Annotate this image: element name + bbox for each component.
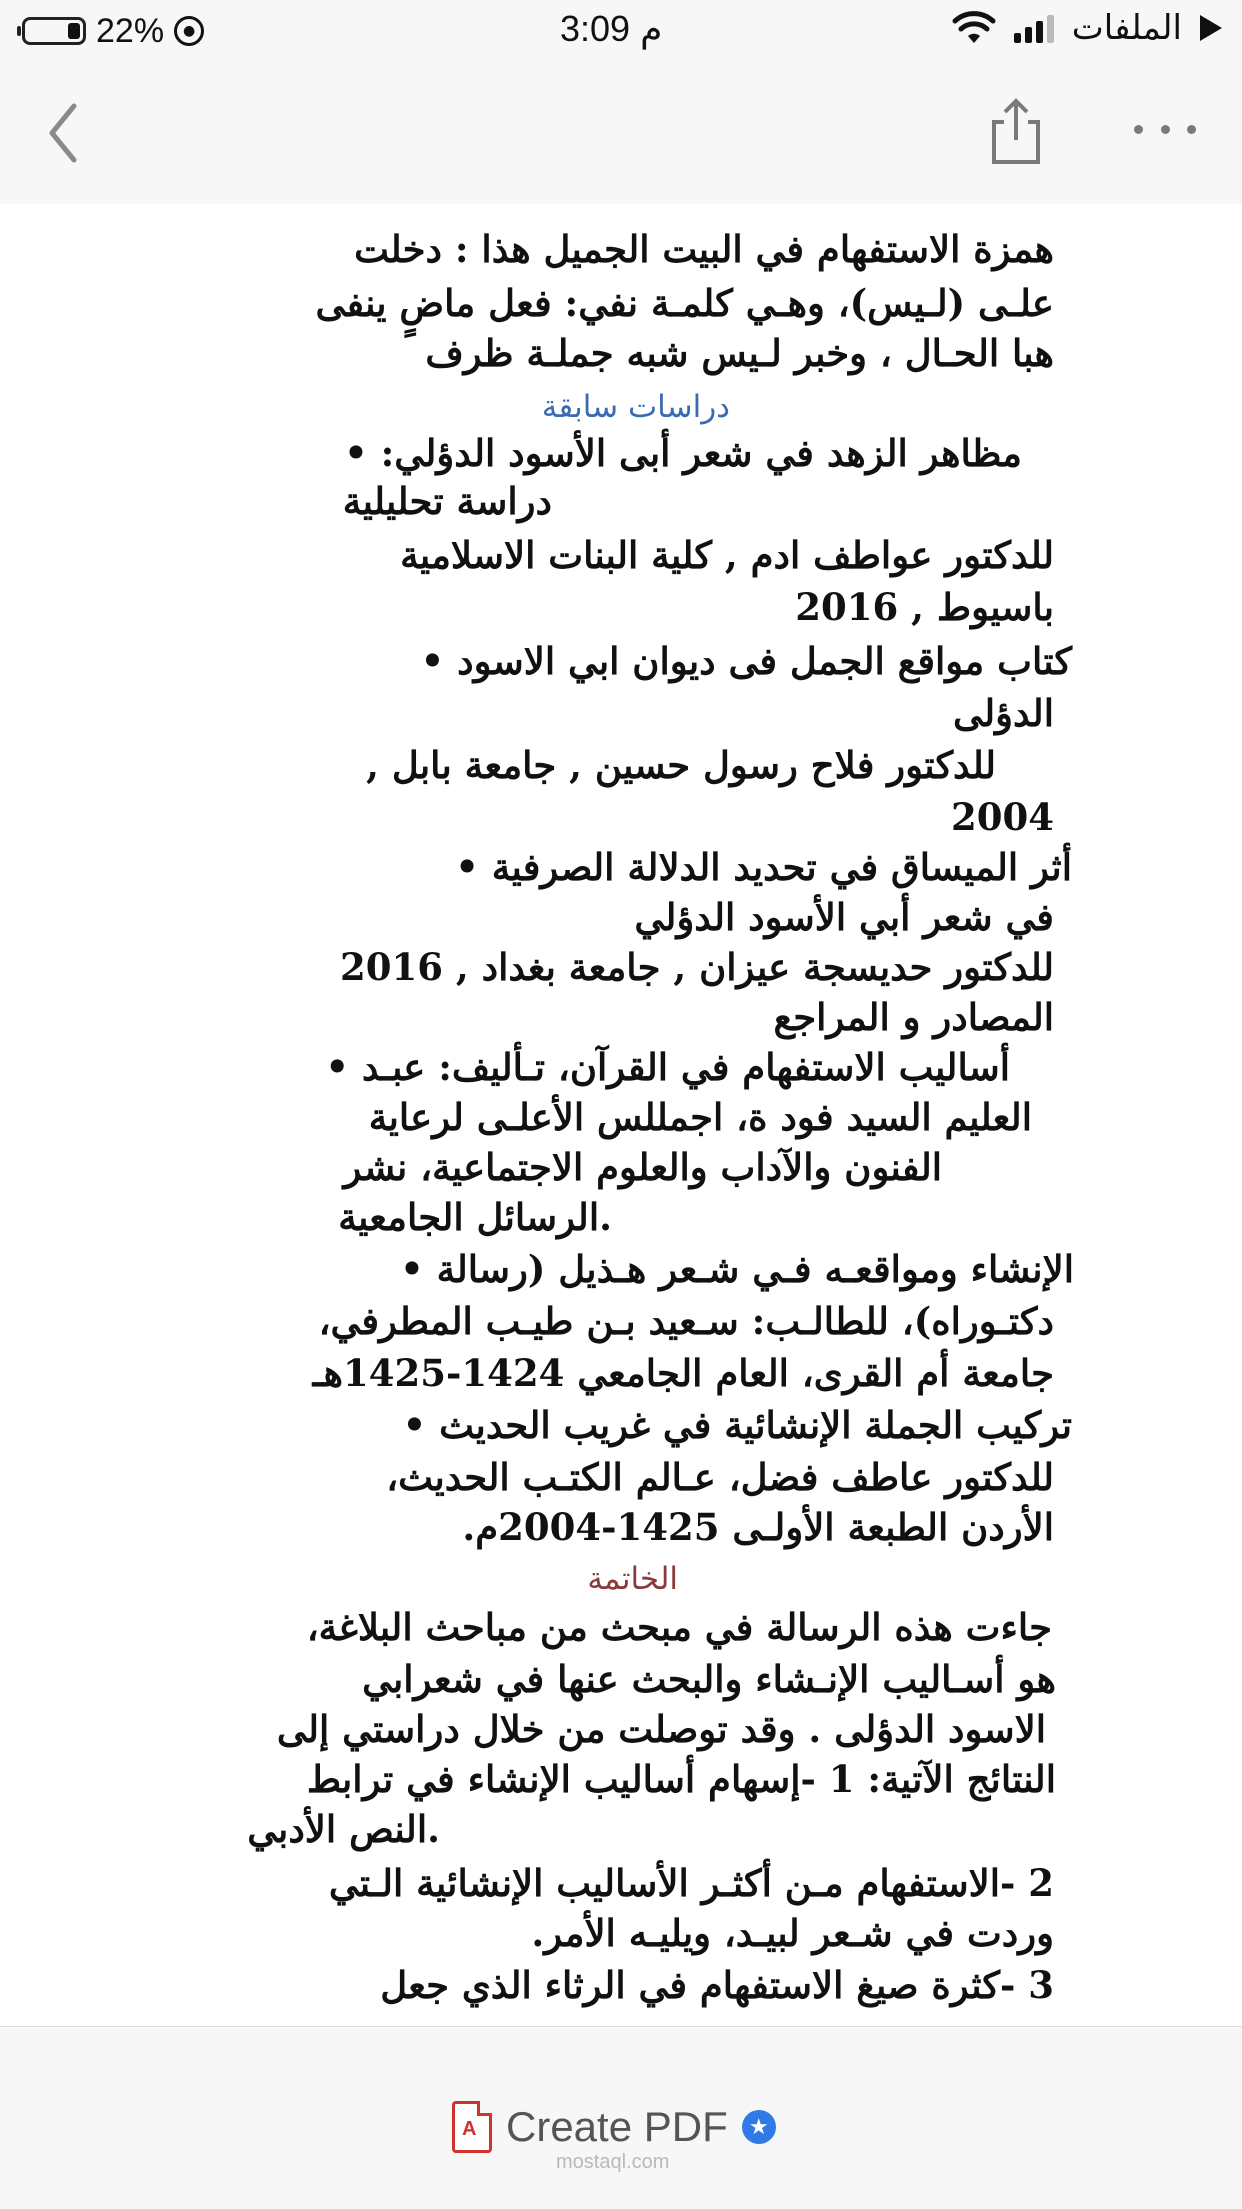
star-badge-icon: ★ xyxy=(742,2110,776,2144)
status-left xyxy=(22,8,204,54)
battery-percent: 22% xyxy=(96,11,165,50)
watermark-text: mostaql.com xyxy=(556,2151,670,2173)
doc-line: الاسود الدؤلى . وقد توصلت من خلال دراستي إلى xyxy=(276,1707,1046,1751)
wifi-icon xyxy=(952,11,996,45)
doc-line: مظاهر الزهد في شعر أبى الأسود الدؤلي: • xyxy=(344,431,1022,475)
doc-line: .الرسائل الجامعية xyxy=(338,1195,612,1239)
doc-line: الأردن الطبعة الأولـى 1425-2004م. xyxy=(462,1505,1054,1549)
doc-line: جاءت هذه الرسالة في مبحث من مباحث البلاغة، xyxy=(306,1605,1052,1649)
carrier-label: الملفات xyxy=(1071,8,1182,48)
doc-line: للدكتور عواطف ادم , كلية البنات الاسلامية xyxy=(400,533,1054,577)
doc-line: في شعر أبي الأسود الدؤلي xyxy=(634,895,1054,939)
doc-line: دراسة تحليلية xyxy=(342,479,552,523)
pdf-document-page[interactable] xyxy=(0,204,1242,2026)
doc-line: أساليب الاستفهام في القرآن، تـأليف: عبـد • xyxy=(325,1045,1010,1089)
doc-line: دكتـوراه)، للطالـب: سـعيد بـن طيـب المطرفي، xyxy=(318,1299,1054,1343)
more-options-icon[interactable] xyxy=(1134,114,1196,144)
doc-line: هبا الحـال ، وخبر لـيس شبه جملـة ظرف xyxy=(425,331,1054,375)
doc-line: العليم السيد فود ة، اجمللس الأعلـى لرعاية xyxy=(368,1095,1032,1139)
doc-line: .النص الأدبي xyxy=(247,1807,440,1851)
doc-line: للدكتور فلاح رسول حسين , جامعة بابل , xyxy=(366,743,996,787)
doc-line: 3 -كثرة صيغ الاستفهام في الرثاء الذي جعل xyxy=(380,1963,1054,2007)
doc-line: علـى (لـيس)، وهـي كلمـة نفي: فعل ماضٍ ينفى xyxy=(315,281,1054,325)
doc-line: للدكتور حديسجة عيزان , جامعة بغداد , 2016 xyxy=(339,945,1054,989)
doc-line: 2004 xyxy=(951,795,1054,839)
status-bar xyxy=(0,0,1242,62)
back-to-app-icon[interactable] xyxy=(1200,15,1222,41)
share-icon[interactable] xyxy=(986,96,1046,166)
doc-line: تركيب الجملة الإنشائية في غريب الحديث • xyxy=(402,1403,1072,1447)
doc-line: باسيوط , 2016 xyxy=(795,585,1054,629)
doc-line: كتاب مواقع الجمل فى ديوان ابي الاسود • xyxy=(420,639,1072,683)
doc-line: همزة الاستفهام في البيت الجميل هذا : دخلت xyxy=(354,227,1054,271)
doc-line: للدكتور عاطف فضل، عـالم الكتـب الحديث، xyxy=(386,1455,1054,1499)
battery-icon xyxy=(22,17,86,45)
doc-line: هو أسـاليب الإنـشاء والبحث عنها في شعرابي xyxy=(362,1657,1056,1701)
cellular-signal-icon xyxy=(1014,13,1054,43)
doc-line: الإنشاء ومواقعـه فـي شـعر هـذيل (رسالة • xyxy=(400,1247,1074,1291)
pdf-icon: A xyxy=(452,2101,492,2153)
doc-line: 2 -الاستفهام مـن أكثـر الأساليب الإنشائية الـتي xyxy=(328,1861,1054,1905)
section-heading-previous-studies: دراسات سابقة xyxy=(541,389,730,425)
status-time: 3:09 م xyxy=(560,8,663,49)
doc-line: وردت في شـعر لبيـد، ويليـه الأمر. xyxy=(531,1911,1054,1955)
doc-line: المصادر و المراجع xyxy=(773,995,1054,1039)
section-heading-conclusion: الخاتمة xyxy=(587,1561,678,1597)
doc-line: الدؤلى xyxy=(953,691,1054,735)
doc-line: أثر الميساق في تحديد الدلالة الصرفية • xyxy=(455,845,1072,889)
create-pdf-button[interactable] xyxy=(452,2097,776,2157)
doc-line: النتائج الآتية: 1 -إسهام أساليب الإنشاء في ترابط xyxy=(306,1757,1056,1801)
rotation-lock-icon: ● xyxy=(174,16,204,46)
status-right xyxy=(952,8,1222,48)
chevron-left-icon[interactable] xyxy=(40,100,90,166)
bottom-toolbar xyxy=(0,2026,1242,2209)
doc-line: الفنون والآداب والعلوم الاجتماعية، نشر xyxy=(343,1145,942,1189)
doc-line: جامعة أم القرى، العام الجامعي 1424-1425هـ xyxy=(312,1351,1054,1395)
create-pdf-label: Create PDF xyxy=(506,2103,728,2150)
navigation-bar xyxy=(0,62,1242,205)
